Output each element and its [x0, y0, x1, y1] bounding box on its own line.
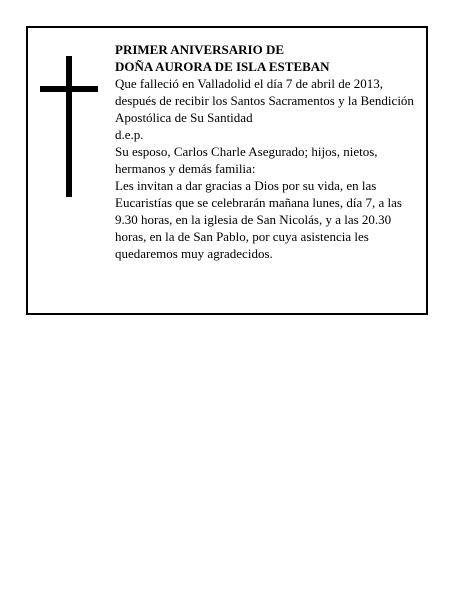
- family-line: Su esposo, Carlos Charle Asegurado; hijos, nietos, hermanos y demás familia:: [115, 144, 378, 176]
- mass-invitation: Les invitan a dar gracias a Dios por su vida, en las Eucaristías que se celebrarán mañana lunes, día 7, a las 9.30 horas, en la iglesia de San Nicolás, y a las 20.30 horas, en la de San Pablo, por cuya asistencia les quedaremos muy agradecidos.: [115, 178, 402, 261]
- heading-line-2: DOÑA AURORA DE ISLA ESTEBAN: [115, 59, 330, 74]
- death-announcement: Que falleció en Valladolid el día 7 de abril de 2013, después de recibir los Santos Sacramentos y la Bendición Apostólica de Su Santidad: [115, 76, 414, 125]
- cross-vertical-bar: [66, 56, 72, 197]
- notice-text: [115, 41, 421, 262]
- cross-horizontal-bar: [40, 86, 98, 92]
- cross-icon: [40, 56, 98, 197]
- obituary-notice: [26, 26, 428, 315]
- dep-abbreviation: d.e.p.: [115, 127, 144, 142]
- heading-line-1: PRIMER ANIVERSARIO DE: [115, 42, 285, 57]
